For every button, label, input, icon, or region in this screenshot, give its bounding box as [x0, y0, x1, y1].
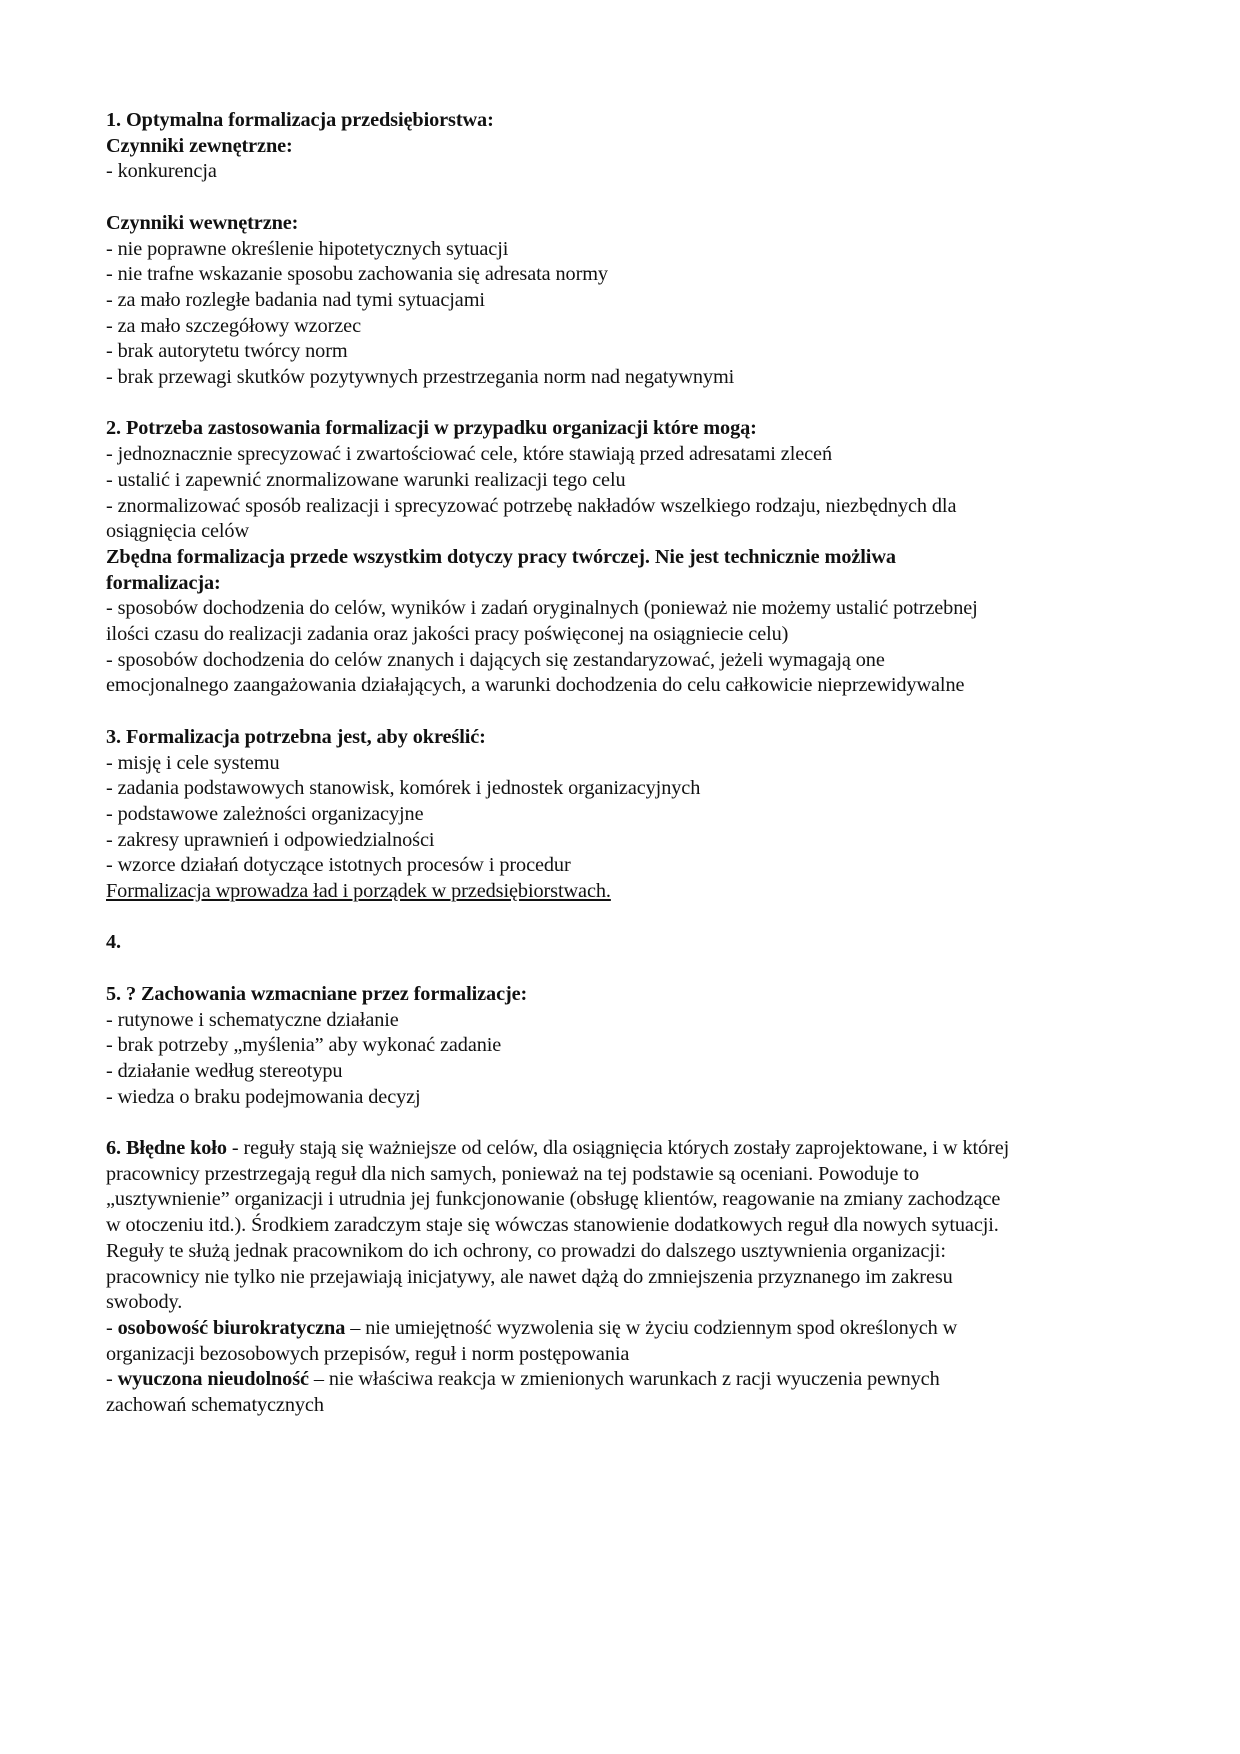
term-prefix: - [106, 1316, 118, 1339]
list-item: - podstawowe zależności organizacyjne [106, 802, 424, 825]
section-2-subheading: Zbędna formalizacja przede wszystkim dotyczy pracy twórczej. Nie jest technicznie możliwa formalizacja: [106, 545, 896, 594]
section-6-body: - reguły stają się ważniejsze od celów, dla osiągnięcia których zostały zaprojektowane, i w której pracownicy przestrzegają reguł dla nich samych, ponieważ na tej podstawie są oceniani. Powoduje to „usztywnienie” organizacji i utrudnia jej funkcjonowanie (obsługę klientów, reagowanie na zmiany zachodzące w otoczeniu itd.). Środkiem zaradczym staje się wówczas stanowienie dodatkowych reguł dla nowych sytuacji. Reguły te służą jednak pracownikom do ich ochrony, co prowadzi do dalszego usztywnienia organizacji: pracownicy nie tylko nie przejawiają inicjatywy, ale nawet dążą do zmniejszenia przyznanego im zakresu swobody. [106, 1137, 1010, 1314]
section-3-conclusion: Formalizacja wprowadza ład i porządek w przedsiębiorstwach. [106, 880, 611, 903]
spacer [106, 905, 1012, 931]
list-item: - nie trafne wskazanie sposobu zachowania się adresata normy [106, 263, 608, 286]
term-name: osobowość biurokratyczna [117, 1316, 346, 1339]
list-item: - sposobów dochodzenia do celów, wyników i zadań oryginalnych (ponieważ nie możemy ustalić potrzebnej ilości czasu do realizacji zadania oraz jakości pracy poświęconej na osiągniecie celu) [106, 597, 978, 646]
list-item: - jednoznacznie sprecyzować i zwartościować cele, które stawiają przed adresatami zleceń [106, 443, 832, 466]
list-item: - znormalizować sposób realizacji i sprecyzować potrzebę nakładów wszelkiego rodzaju, niezbędnych dla osiągnięcia celów [106, 494, 957, 543]
spacer [106, 699, 1012, 725]
list-item: - zadania podstawowych stanowisk, komórek i jednostek organizacyjnych [106, 777, 701, 800]
list-item: - ustalić i zapewnić znormalizowane warunki realizacji tego celu [106, 468, 626, 491]
spacer [106, 1110, 1012, 1136]
list-item: - sposobów dochodzenia do celów znanych i dających się zestandaryzować, jeżeli wymagają one emocjonalnego zaangażowania działających, a warunki dochodzenia do celu całkowicie nieprzewidywalne [106, 648, 965, 697]
list-item: - działanie według stereotypu [106, 1059, 343, 1082]
spacer [106, 185, 1012, 211]
section-6-title: 6. Błędne koło [106, 1137, 227, 1160]
list-item: - zakresy uprawnień i odpowiedzialności [106, 828, 435, 851]
list-item: - za mało szczegółowy wzorzec [106, 314, 361, 337]
term-definition [106, 1367, 1012, 1418]
section-2-title: 2. Potrzeba zastosowania formalizacji w przypadku organizacji które mogą: [106, 417, 757, 440]
term-name: wyuczona nieudolność [117, 1368, 309, 1391]
term-definition-text: – nie umiejętność wyzwolenia się w życiu codziennym spod określonych w organizacji bezosobowych przepisów, reguł i norm postępowania [106, 1316, 958, 1365]
internal-factors-heading: Czynniki wewnętrzne: [106, 211, 299, 234]
section-1-title: 1. Optymalna formalizacja przedsiębiorstwa: [106, 109, 494, 131]
list-item: - konkurencja [106, 160, 217, 183]
spacer [106, 956, 1012, 982]
section-5-title: 5. ? Zachowania wzmacniane przez formalizacje: [106, 982, 528, 1005]
list-item: - brak autorytetu twórcy norm [106, 340, 348, 363]
term-definition [106, 1316, 1012, 1367]
spacer [106, 391, 1012, 417]
section-3-title: 3. Formalizacja potrzebna jest, aby określić: [106, 725, 486, 748]
list-item: - nie poprawne określenie hipotetycznych sytuacji [106, 237, 509, 260]
list-item: - wiedza o braku podejmowania decyzj [106, 1085, 421, 1108]
list-item: - wzorce działań dotyczące istotnych procesów i procedur [106, 854, 571, 877]
term-prefix: - [106, 1368, 118, 1391]
list-item: - misję i cele systemu [106, 751, 280, 774]
list-item: - brak przewagi skutków pozytywnych przestrzegania norm nad negatywnymi [106, 366, 735, 389]
document-page [106, 108, 1012, 1419]
external-factors-heading: Czynniki zewnętrzne: [106, 134, 293, 157]
list-item: - za mało rozległe badania nad tymi sytuacjami [106, 288, 485, 311]
list-item: - rutynowe i schematyczne działanie [106, 1008, 399, 1031]
term-definition-text: – nie właściwa reakcja w zmienionych warunkach z racji wyuczenia pewnych zachowań schematycznych [106, 1368, 940, 1417]
section-6-paragraph [106, 1136, 1012, 1316]
list-item: - brak potrzeby „myślenia” aby wykonać zadanie [106, 1034, 502, 1057]
section-4-title: 4. [106, 931, 122, 954]
